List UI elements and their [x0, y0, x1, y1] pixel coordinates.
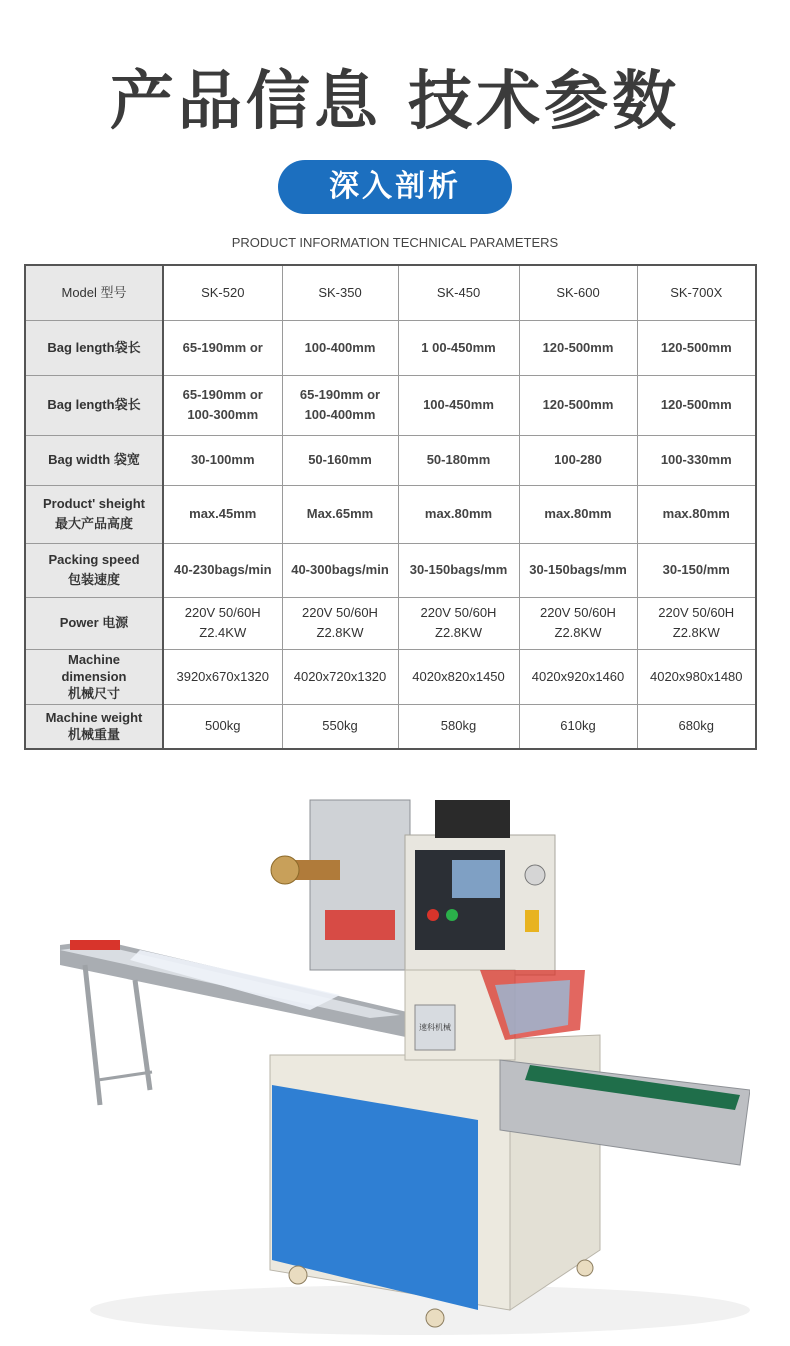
- touch-screen: [452, 860, 500, 898]
- table-cell: SK-350: [282, 265, 398, 320]
- table-cell: 100-450mm: [398, 375, 519, 435]
- caster-wheel: [577, 1260, 593, 1276]
- table-cell: Max.65mm: [282, 485, 398, 543]
- table-cell: 4020x720x1320: [282, 649, 398, 704]
- pressure-gauge: [525, 865, 545, 885]
- table-cell: 680kg: [637, 704, 756, 749]
- table-cell: SK-700X: [637, 265, 756, 320]
- packaging-machine-photo: [40, 790, 750, 1340]
- caster-wheel: [426, 1309, 444, 1327]
- table-row: [25, 543, 756, 597]
- table-cell: SK-600: [519, 265, 637, 320]
- table-cell: 50-180mm: [398, 435, 519, 485]
- table-cell: 30-100mm: [163, 435, 282, 485]
- caster-wheel: [289, 1266, 307, 1284]
- row-label: Bag length袋长: [25, 375, 163, 435]
- table-cell: 50-160mm: [282, 435, 398, 485]
- row-label: Machine weight 机械重量: [25, 704, 163, 749]
- temp-controller: [435, 800, 510, 838]
- table-row: [25, 265, 756, 320]
- table-cell: 220V 50/60H Z2.8KW: [637, 597, 756, 649]
- row-label: Product' sheight 最大产品高度: [25, 485, 163, 543]
- table-cell: 220V 50/60H Z2.8KW: [282, 597, 398, 649]
- table-cell: 220V 50/60H Z2.4KW: [163, 597, 282, 649]
- section-subtitle: PRODUCT INFORMATION TECHNICAL PARAMETERS: [231, 235, 559, 250]
- film-tower: [310, 800, 410, 970]
- table-cell: 1 00-450mm: [398, 320, 519, 375]
- table-cell: 550kg: [282, 704, 398, 749]
- table-cell: 220V 50/60H Z2.8KW: [398, 597, 519, 649]
- table-row: [25, 597, 756, 649]
- table-cell: 3920x670x1320: [163, 649, 282, 704]
- table-row: [25, 485, 756, 543]
- table-cell: 120-500mm: [519, 320, 637, 375]
- table-cell: max.45mm: [163, 485, 282, 543]
- table-row: [25, 320, 756, 375]
- table-cell: 65-190mm or: [163, 320, 282, 375]
- row-label: Packing speed 包装速度: [25, 543, 163, 597]
- table-cell: 220V 50/60H Z2.8KW: [519, 597, 637, 649]
- conveyor-leg: [85, 965, 100, 1105]
- table-cell: 100-400mm: [282, 320, 398, 375]
- table-cell: 40-300bags/min: [282, 543, 398, 597]
- table-cell: 40-230bags/min: [163, 543, 282, 597]
- infeed-end-red: [70, 940, 120, 950]
- table-cell: SK-450: [398, 265, 519, 320]
- table-cell: SK-520: [163, 265, 282, 320]
- brand-text: 速科机械: [419, 1023, 451, 1032]
- table-cell: 4020x820x1450: [398, 649, 519, 704]
- section-pill: 深入剖析: [278, 160, 512, 214]
- table-cell: 100-280: [519, 435, 637, 485]
- table-cell: 30-150bags/mm: [398, 543, 519, 597]
- row-label: Machine dimension 机械尺寸: [25, 649, 163, 704]
- row-label: Model 型号: [25, 265, 163, 320]
- table-row: [25, 375, 756, 435]
- page-title: 产品信息 技术参数: [109, 65, 681, 139]
- table-row: [25, 704, 756, 749]
- table-cell: 500kg: [163, 704, 282, 749]
- table-row: [25, 435, 756, 485]
- table-cell: 120-500mm: [637, 375, 756, 435]
- table-cell: 4020x920x1460: [519, 649, 637, 704]
- table-cell: 30-150/mm: [637, 543, 756, 597]
- spec-table: [24, 264, 757, 750]
- film-roll: [271, 856, 299, 884]
- row-label: Bag length袋长: [25, 320, 163, 375]
- table-cell: 100-330mm: [637, 435, 756, 485]
- table-cell: max.80mm: [398, 485, 519, 543]
- table-cell: 580kg: [398, 704, 519, 749]
- table-cell: 610kg: [519, 704, 637, 749]
- table-cell: 65-190mm or 100-300mm: [163, 375, 282, 435]
- table-cell: max.80mm: [519, 485, 637, 543]
- table-row: [25, 649, 756, 704]
- row-label: Power 电源: [25, 597, 163, 649]
- table-cell: 4020x980x1480: [637, 649, 756, 704]
- table-cell: 65-190mm or 100-400mm: [282, 375, 398, 435]
- table-cell: 120-500mm: [637, 320, 756, 375]
- table-cell: 30-150bags/mm: [519, 543, 637, 597]
- table-cell: max.80mm: [637, 485, 756, 543]
- row-label: Bag width 袋宽: [25, 435, 163, 485]
- table-cell: 120-500mm: [519, 375, 637, 435]
